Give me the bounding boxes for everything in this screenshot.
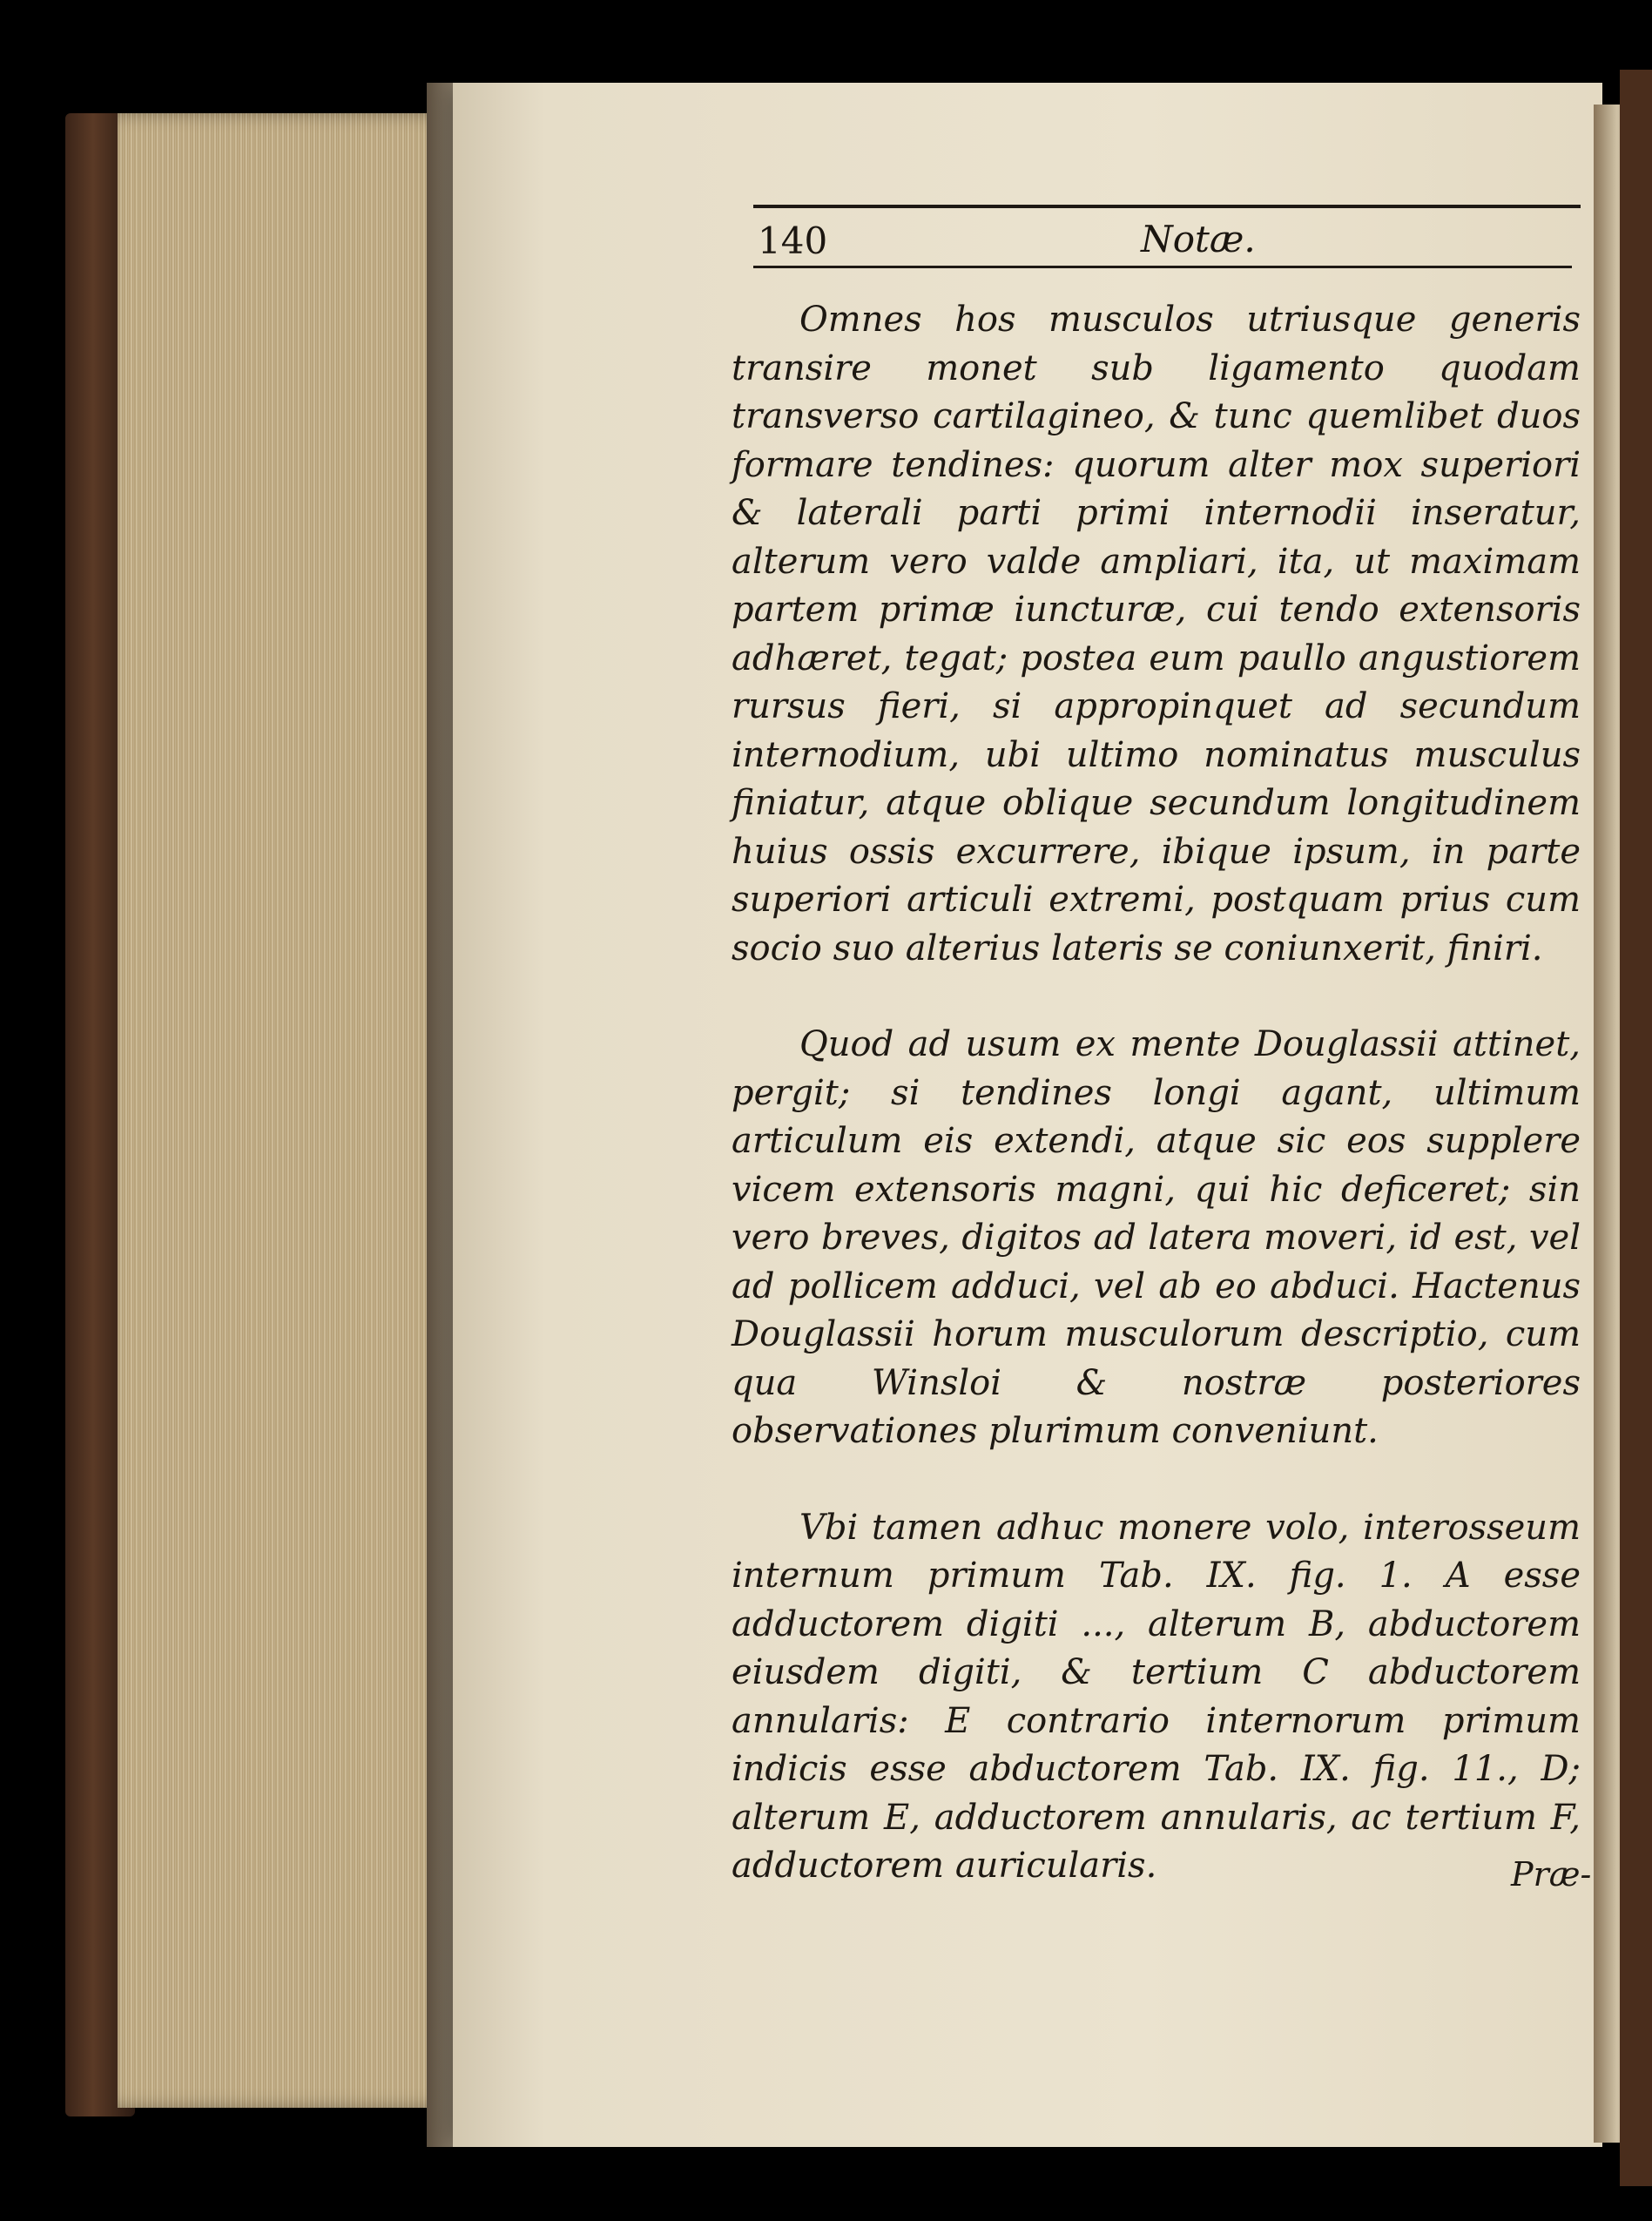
book-cover-right — [1620, 70, 1652, 2186]
page-header-rule-bottom — [753, 266, 1572, 268]
page-edges — [118, 113, 457, 2108]
catchword: Præ- — [1511, 1855, 1592, 1894]
paragraph-1: Omnes hos musculos utriusque generis transire monet sub ligamento quodam transverso cartilagineo, & tunc quemlibet duos formare tendines: quorum alter mox superiori & laterali parti primi internodii inseratur, alterum vero valde ampliari, ita, ut maximam partem primæ iuncturæ, cui tendo extensoris adhæret, tegat; postea eum paullo angustiorem rursus fieri, si appropinquet ad secundum internodium, ubi ultimo nominatus musculus finiatur, atque oblique secundum longitudinem huius ossis excurrere, ibique ipsum, in parte superiori articuli extremi, postquam prius cum socio suo alterius lateris se coniunxerit, finiri. — [732, 300, 1581, 969]
paragraph-2: Quod ad usum ex mente Douglassii attinet, pergit; si tendines longi agant, ultimum articulum eis extendi, atque sic eos supplere vicem extensoris magni, qui hic deficeret; sin vero breves, digitos ad latera moveri, id est, vel ad pollicem adduci, vel ab eo abduci. Hactenus Douglassii horum musculorum descriptio, cum qua Winsloi & nostræ posteriores observationes plurimum conveniunt. — [732, 1024, 1581, 1451]
page-body — [732, 296, 1581, 1891]
running-head: Notæ. — [1141, 218, 1256, 260]
page-number: 140 — [758, 219, 828, 262]
paragraph-3: Vbi tamen adhuc monere volo, interosseum internum primum Tab. IX. fig. 1. A esse adductorem digiti ..., alterum B, abductorem eiusdem digiti, & tertium C abductorem annularis: E contrario internorum primum indicis esse abductorem Tab. IX. fig. 11., D; alterum E, adductorem annularis, ac tertium F, adductorem auricularis. — [732, 1507, 1581, 1886]
